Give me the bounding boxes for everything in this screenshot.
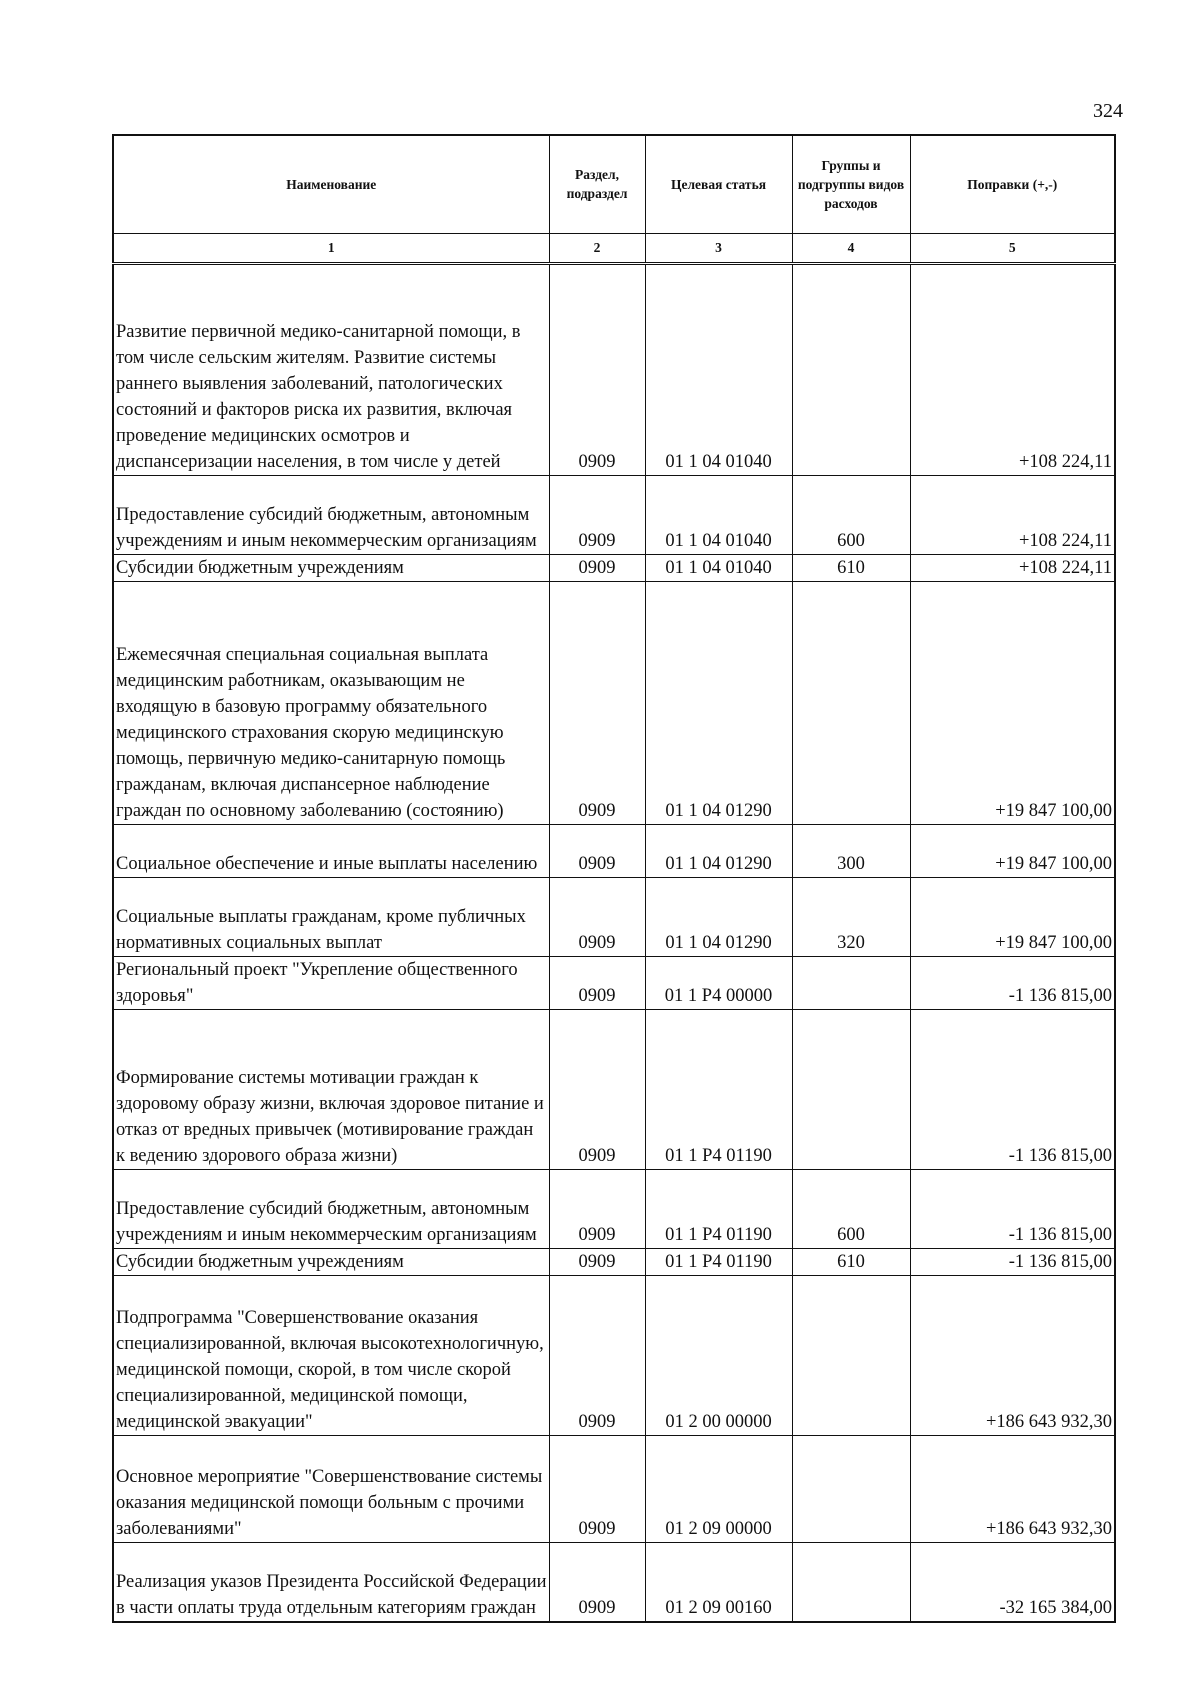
table-header-row	[113, 135, 1115, 233]
row-section: 0909	[549, 1275, 645, 1435]
table-row	[113, 1009, 1115, 1169]
row-section: 0909	[549, 1435, 645, 1542]
table-row	[113, 581, 1115, 824]
row-name: Реализация указов Президента Российской Федерации в части оплаты труда отдельным категориям граждан	[113, 1542, 549, 1622]
page-number: 324	[1093, 100, 1123, 122]
row-section: 0909	[549, 1009, 645, 1169]
row-target: 01 1 P4 01190	[645, 1009, 792, 1169]
row-amount: -1 136 815,00	[910, 956, 1115, 1009]
row-amount: -1 136 815,00	[910, 1009, 1115, 1169]
table-row	[113, 1169, 1115, 1248]
table-row	[113, 1248, 1115, 1275]
row-group	[792, 1542, 910, 1622]
row-group	[792, 1435, 910, 1542]
row-section: 0909	[549, 1542, 645, 1622]
row-group	[792, 263, 910, 475]
header-name: Наименование	[113, 135, 549, 233]
row-amount: -32 165 384,00	[910, 1542, 1115, 1622]
row-section: 0909	[549, 877, 645, 956]
row-group	[792, 1009, 910, 1169]
row-amount: +108 224,11	[910, 554, 1115, 581]
row-target: 01 1 04 01290	[645, 877, 792, 956]
row-section: 0909	[549, 263, 645, 475]
row-target: 01 2 00 00000	[645, 1275, 792, 1435]
table-row	[113, 1435, 1115, 1542]
row-group	[792, 1275, 910, 1435]
row-amount: +19 847 100,00	[910, 877, 1115, 956]
table-column-numbers-row	[113, 233, 1115, 263]
row-group: 300	[792, 824, 910, 877]
row-amount: -1 136 815,00	[910, 1169, 1115, 1248]
row-target: 01 2 09 00160	[645, 1542, 792, 1622]
row-name: Предоставление субсидий бюджетным, автономным учреждениям и иным некоммерческим организациям	[113, 1169, 549, 1248]
row-name: Ежемесячная специальная социальная выплата медицинским работникам, оказывающим не входящую в базовую программу обязательного медицинского страхования скорую медицинскую помощь, первичную медико-санитарную помощь гражданам, включая диспансерное наблюдение граждан по основному заболеванию (состоянию)	[113, 581, 549, 824]
row-group: 610	[792, 554, 910, 581]
row-group: 600	[792, 1169, 910, 1248]
row-amount: +108 224,11	[910, 263, 1115, 475]
table-row	[113, 824, 1115, 877]
table-row	[113, 1542, 1115, 1622]
column-number: 4	[792, 233, 910, 263]
row-section: 0909	[549, 1248, 645, 1275]
row-target: 01 1 P4 01190	[645, 1169, 792, 1248]
row-section: 0909	[549, 956, 645, 1009]
row-target: 01 1 P4 01190	[645, 1248, 792, 1275]
row-section: 0909	[549, 581, 645, 824]
table-row	[113, 263, 1115, 475]
row-target: 01 1 04 01290	[645, 824, 792, 877]
header-section: Раздел, подраздел	[549, 135, 645, 233]
row-amount: +186 643 932,30	[910, 1435, 1115, 1542]
column-number: 2	[549, 233, 645, 263]
header-expense-groups: Группы и подгруппы видов расходов	[792, 135, 910, 233]
row-name: Формирование системы мотивации граждан к здоровому образу жизни, включая здоровое питание и отказ от вредных привычек (мотивирование граждан к ведению здорового образа жизни)	[113, 1009, 549, 1169]
row-section: 0909	[549, 475, 645, 554]
table-row	[113, 554, 1115, 581]
column-number: 1	[113, 233, 549, 263]
row-section: 0909	[549, 824, 645, 877]
row-target: 01 1 04 01040	[645, 475, 792, 554]
row-section: 0909	[549, 554, 645, 581]
row-target: 01 1 P4 00000	[645, 956, 792, 1009]
table-row	[113, 956, 1115, 1009]
row-target: 01 1 04 01290	[645, 581, 792, 824]
column-number: 5	[910, 233, 1115, 263]
column-number: 3	[645, 233, 792, 263]
row-name: Субсидии бюджетным учреждениям	[113, 554, 549, 581]
row-group: 320	[792, 877, 910, 956]
row-amount: +186 643 932,30	[910, 1275, 1115, 1435]
row-name: Социальное обеспечение и иные выплаты населению	[113, 824, 549, 877]
row-amount: -1 136 815,00	[910, 1248, 1115, 1275]
row-section: 0909	[549, 1169, 645, 1248]
row-amount: +19 847 100,00	[910, 824, 1115, 877]
header-target-article: Целевая статья	[645, 135, 792, 233]
row-target: 01 2 09 00000	[645, 1435, 792, 1542]
row-name: Предоставление субсидий бюджетным, автономным учреждениям и иным некоммерческим организациям	[113, 475, 549, 554]
row-name: Субсидии бюджетным учреждениям	[113, 1248, 549, 1275]
row-amount: +108 224,11	[910, 475, 1115, 554]
row-target: 01 1 04 01040	[645, 263, 792, 475]
row-group: 600	[792, 475, 910, 554]
row-name: Основное мероприятие "Совершенствование системы оказания медицинской помощи больным с прочими заболеваниями"	[113, 1435, 549, 1542]
row-group	[792, 581, 910, 824]
row-group: 610	[792, 1248, 910, 1275]
budget-amendments-table	[112, 134, 1116, 1623]
table-row	[113, 475, 1115, 554]
table-row	[113, 1275, 1115, 1435]
row-name: Региональный проект "Укрепление общественного здоровья"	[113, 956, 549, 1009]
row-name: Социальные выплаты гражданам, кроме публичных нормативных социальных выплат	[113, 877, 549, 956]
row-amount: +19 847 100,00	[910, 581, 1115, 824]
row-name: Подпрограмма "Совершенствование оказания специализированной, включая высокотехнологичную, медицинской помощи, скорой, в том числе скорой специализированной, медицинской помощи, медицинской эвакуации"	[113, 1275, 549, 1435]
row-group	[792, 956, 910, 1009]
row-target: 01 1 04 01040	[645, 554, 792, 581]
table-row	[113, 877, 1115, 956]
row-name: Развитие первичной медико-санитарной помощи, в том числе сельским жителям. Развитие системы раннего выявления заболеваний, патологических состояний и факторов риска их развития, включая проведение медицинских осмотров и диспансеризации населения, в том числе у детей	[113, 263, 549, 475]
header-amendments: Поправки (+,-)	[910, 135, 1115, 233]
